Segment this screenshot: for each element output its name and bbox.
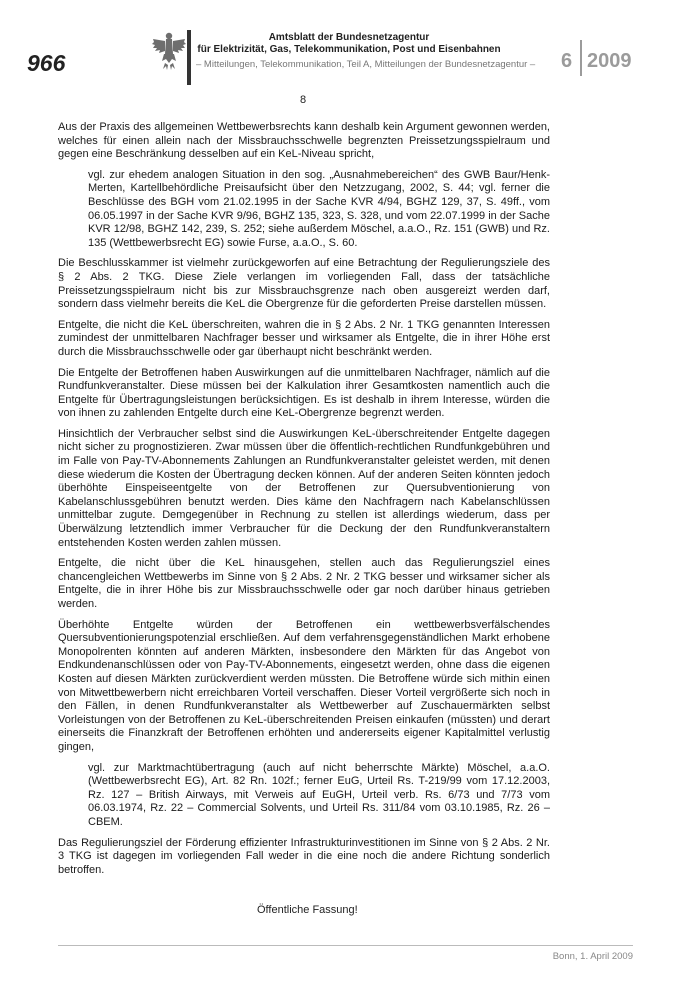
paragraph: Hinsichtlich der Verbraucher selbst sind die Auswirkungen KeL-überschreitender Entgelte dagegen nicht sicher zu prognostizieren. Zwar müssen über die öffentlich-rechtlichen Rundfunkgebühren und im Falle von Pay-TV-Abonnements Zahlungen an Rundfunkveranstalter geleistet werden, mit denen diese wiederum die Kosten der Übertragung decken können. Auf der anderen Seiten könnten jedoch überhöhte Einspeiseentgelte von der Betroffenen zur Quersubventionierung von Kabelanschlussgebühren benutzt werden. Dies käme den Nachfragern nach Kabelanschlüssen unmittelbar zugute. Demgegenüber in Rechnung zu stellen ist allerdings wiederum, dass per Überwälzung letztendlich immer Verbraucher für die Deckung der den Rundfunkveranstaltern entstehenden Kosten werden zahlen müssen. <box>58 427 550 549</box>
footer-date: Bonn, 1. April 2009 <box>552 951 633 962</box>
paragraph: Entgelte, die nicht über die KeL hinausgehen, stellen auch das Regulierungsziel eines chancengleichen Wettbewerbs im Sinne von § 2 Abs. 2 Nr. 2 TKG besser und wirksamer sicher als Entgelte, die in ihrer Höhe bis zur Missbrauchsschwelle oder gar noch darüber hinaus getrieben werden. <box>58 557 550 610</box>
paragraph: Entgelte, die nicht die KeL überschreiten, wahren die in § 2 Abs. 2 Nr. 1 TKG genannten Interessen zumindest der unmittelbaren Nachfrager besser und wirksamer als Entgelte, die in ihrer Höhe erst durch die Missbrauchsschwelle oder gar überhaupt nicht beschränkt werden. <box>58 318 550 358</box>
header-divider <box>187 30 191 85</box>
journal-subtitle: für Elektrizität, Gas, Telekommunikation, Post und Eisenbahnen <box>197 44 501 55</box>
internal-page-number: 8 <box>300 94 307 106</box>
journal-title: Amtsblatt der Bundesnetzagentur <box>268 32 430 43</box>
paragraph: Die Entgelte der Betroffenen haben Auswirkungen auf die unmittelbaren Nachfrager, nämlich auf die Rundfunkveranstalter. Diese müssen bei der Kalkulation ihrer Gesamtkosten namentlich auch die Entgelte für Übertragungsleistungen berücksichtigen. Es ist deshalb in ihrem Interesse, würden die von ihnen zu zahlenden Entgelte durch eine KeL-Obergrenze begrenzt werden. <box>58 366 550 420</box>
paragraph: Die Beschlusskammer ist vielmehr zurückgeworfen auf eine Betrachtung der Regulierungsziele des § 2 Abs. 2 TKG. Diese Ziele verlangen im vorliegenden Fall, dass der tatsächliche Preissetzungsspielraum nicht bis zur Missbrauchsgrenze nach oben ausgereizt werden darf, sondern dass vielmehr bereits die KeL die Obergrenze für die geforderten Preise darstellen müssen. <box>58 257 550 311</box>
issue-year: 2009 <box>587 50 632 72</box>
paragraph: Das Regulierungsziel der Förderung effizienter Infrastrukturinvestitionen im Sinne von § 2 Abs. 2 Nr. 3 TKG ist dagegen im vorliegenden Fall weder in die eine noch die andere Richtung sonderlich betroffen. <box>58 836 550 876</box>
page-number: 966 <box>27 50 66 76</box>
citation-paragraph: vgl. zur Marktmachtübertragung (auch auf nicht beherrschte Märkte) Möschel, a.a.O. (Wettbewerbsrecht EG), Art. 82 Rn. 102f.; ferner EuG, Urteil Rs. T-219/99 vom 17.12.2003, Rz. 127 – British Airways, mit Verweis auf EuGH, Urteil verb. Rs. 6/73 und 7/73 vom 06.03.1974, Rz. 22 – Commercial Solvents, und Urteil Rs. 311/84 vom 03.10.1985, Rz. 26 – CBEM. <box>88 761 550 828</box>
issue-divider <box>580 40 582 76</box>
footer-divider <box>58 945 633 946</box>
paragraph: Überhöhte Entgelte würden der Betroffenen ein wettbewerbsverfälschendes Quersubventionierungspotenzial erschließen. Auf dem verfahrensgegenständlichen Markt erhobene Monopolrenten könnten auf anderen Märkten, insbesondere den Märkten für das Angebot von Endkundenanschlüssen oder von Pay-TV-Abonnements, eingesetzt werden, ohne dass die eigenen Kosten auf diesen Märkten zurückverdient werden müssten. Die Betroffene würde sich mithin einen von Mitwettbewerbern nicht erreichbaren Vorteil verschaffen. Dieser Vorteil vergrößerte sich noch in den Fällen, in denen Rundfunkveranstalter als Wettbewerber auf Zuschauermärkten selbst Vorleistungen von der Betroffenen zu KeL-überschreitenden Preisen einkaufen (müssten) und derart einerseits die Finanzkraft der Betroffenen erhöhten und andererseits eigener Kapitalmittel verlustig gingen, <box>58 618 550 753</box>
issue-number: 6 <box>561 50 573 72</box>
citation-paragraph: vgl. zur ehedem analogen Situation in den sog. „Ausnahmebereichen“ des GWB Baur/Henk-Merten, Kartellbehördliche Preisaufsicht über den Netzzugang, 2002, S. 44; vgl. ferner die Beschlüsse des BGH vom 21.02.1995 in der Sache KVR 4/94, BGHZ 129, 37, S. 49ff., vom 06.05.1997 in der Sache KVR 9/96, BGHZ 135, 323, S. 328, und vom 22.07.1999 in der Sache KVR 12/98, BGHZ 142, 239, S. 252; siehe außerdem Möschel, a.a.O., Rz. 151 (GWB) und Rz. 135 (Wettbewerbsrecht EG) sowie Furse, a.a.O., S. 60. <box>88 168 550 249</box>
public-version-note: Öffentliche Fassung! <box>257 904 358 916</box>
federal-eagle-icon <box>151 30 187 72</box>
paragraph: Aus der Praxis des allgemeinen Wettbewerbsrechts kann deshalb kein Argument gewonnen werden, welches für einen allein nach der Missbrauchsschwelle begrenzten Preissetzungsspielraum und gegen eine Beschränkung desselben auf ein KeL-Niveau spricht, <box>58 121 550 161</box>
section-subtitle: – Mitteilungen, Telekommunikation, Teil A, Mitteilungen der Bundesnetzagentur – <box>196 59 536 70</box>
body-text <box>58 121 550 884</box>
